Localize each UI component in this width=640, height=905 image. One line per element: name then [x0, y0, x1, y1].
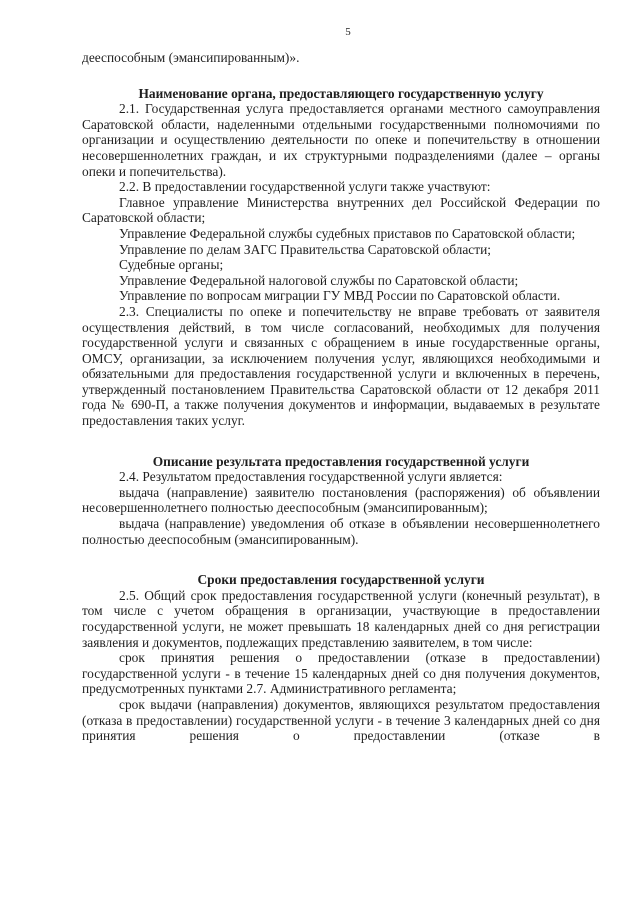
- term-issuance: срок выдачи (направления) документов, являющихся результатом предоставления (отказа в предоставлении) государственной услуги - в течение 3 календарных дней со дня принятия решения о предоставлении (отказе в: [82, 696, 600, 744]
- paragraph-2-1: 2.1. Государственная услуга предоставляется органами местного самоуправления Саратовской области, наделенными отдельными государственными полномочиями по организации и осуществлению деятельности по опеке и попечительству в отношении несовершеннолетних граждан, и их структурными подразделениями (далее – органы опеки и попечительства).: [82, 101, 600, 179]
- paragraph-2-5: 2.5. Общий срок предоставления государственной услуги (конечный результат), в том числе с учетом обращения в организации, участвующие в предоставлении государственной услуги, не может превышать 18 календарных дней со дня регистрации заявления и документов, подлежащих представлению заявителем, в том числе:: [82, 587, 600, 650]
- section-heading-authority: Наименование органа, предоставляющего государственную услугу: [138, 85, 544, 101]
- result-issue-refusal: выдача (направление) уведомления об отказе в объявлении несовершеннолетнего полностью дееспособным (эмансипированным).: [82, 516, 600, 547]
- paragraph-2-3: 2.3. Специалисты по опеке и попечительству не вправе требовать от заявителя осуществления действий, в том числе согласований, необходимых для получения государственной услуги и связанных с обращением в иные государственные органы, ОМСУ, организации, за исключением получения услуг, являющихся необходимыми и обязательными для предоставления государственной услуги и включенных в перечень, утвержденный постановлением Правительства Саратовской области от 12 декабря 2011 года № 690-П, а также получения документов и информации, выдаваемых в результате предоставления таких услуг.: [82, 303, 600, 429]
- term-decision: срок принятия решения о предоставлении (отказе в предоставлении) государственной услуги - в течение 15 календарных дней со дня получения документов, предусмотренных пунктами 2.7. Административного регламента;: [82, 650, 600, 697]
- participant-migration: Управление по вопросам миграции ГУ МВД России по Саратовской области.: [119, 288, 561, 304]
- section-heading-terms: Сроки предоставления государственной услуги: [197, 572, 485, 588]
- participant-zags: Управление по делам ЗАГС Правительства Саратовской области;: [119, 241, 491, 257]
- paragraph-2-2: 2.2. В предоставлении государственной услуги также участвуют:: [119, 179, 491, 195]
- participant-fssp: Управление Федеральной службы судебных приставов по Саратовской области;: [119, 225, 576, 241]
- section-heading-result: Описание результата предоставления государственной услуги: [152, 453, 530, 469]
- participant-mvd: Главное управление Министерства внутренних дел Российской Федерации по Саратовской области;: [82, 194, 600, 226]
- page-number: 5: [345, 26, 351, 38]
- participant-courts: Судебные органы;: [119, 257, 224, 273]
- continuation-text: дееспособным (эмансипированным)».: [82, 50, 300, 65]
- participant-fns: Управление Федеральной налоговой службы по Саратовской области;: [119, 272, 519, 288]
- paragraph-2-4: 2.4. Результатом предоставления государственной услуги является:: [119, 469, 503, 485]
- result-issue-resolution: выдача (направление) заявителю постановления (распоряжения) об объявлении несовершеннолетнего полностью дееспособным (эмансипированным);: [82, 484, 600, 516]
